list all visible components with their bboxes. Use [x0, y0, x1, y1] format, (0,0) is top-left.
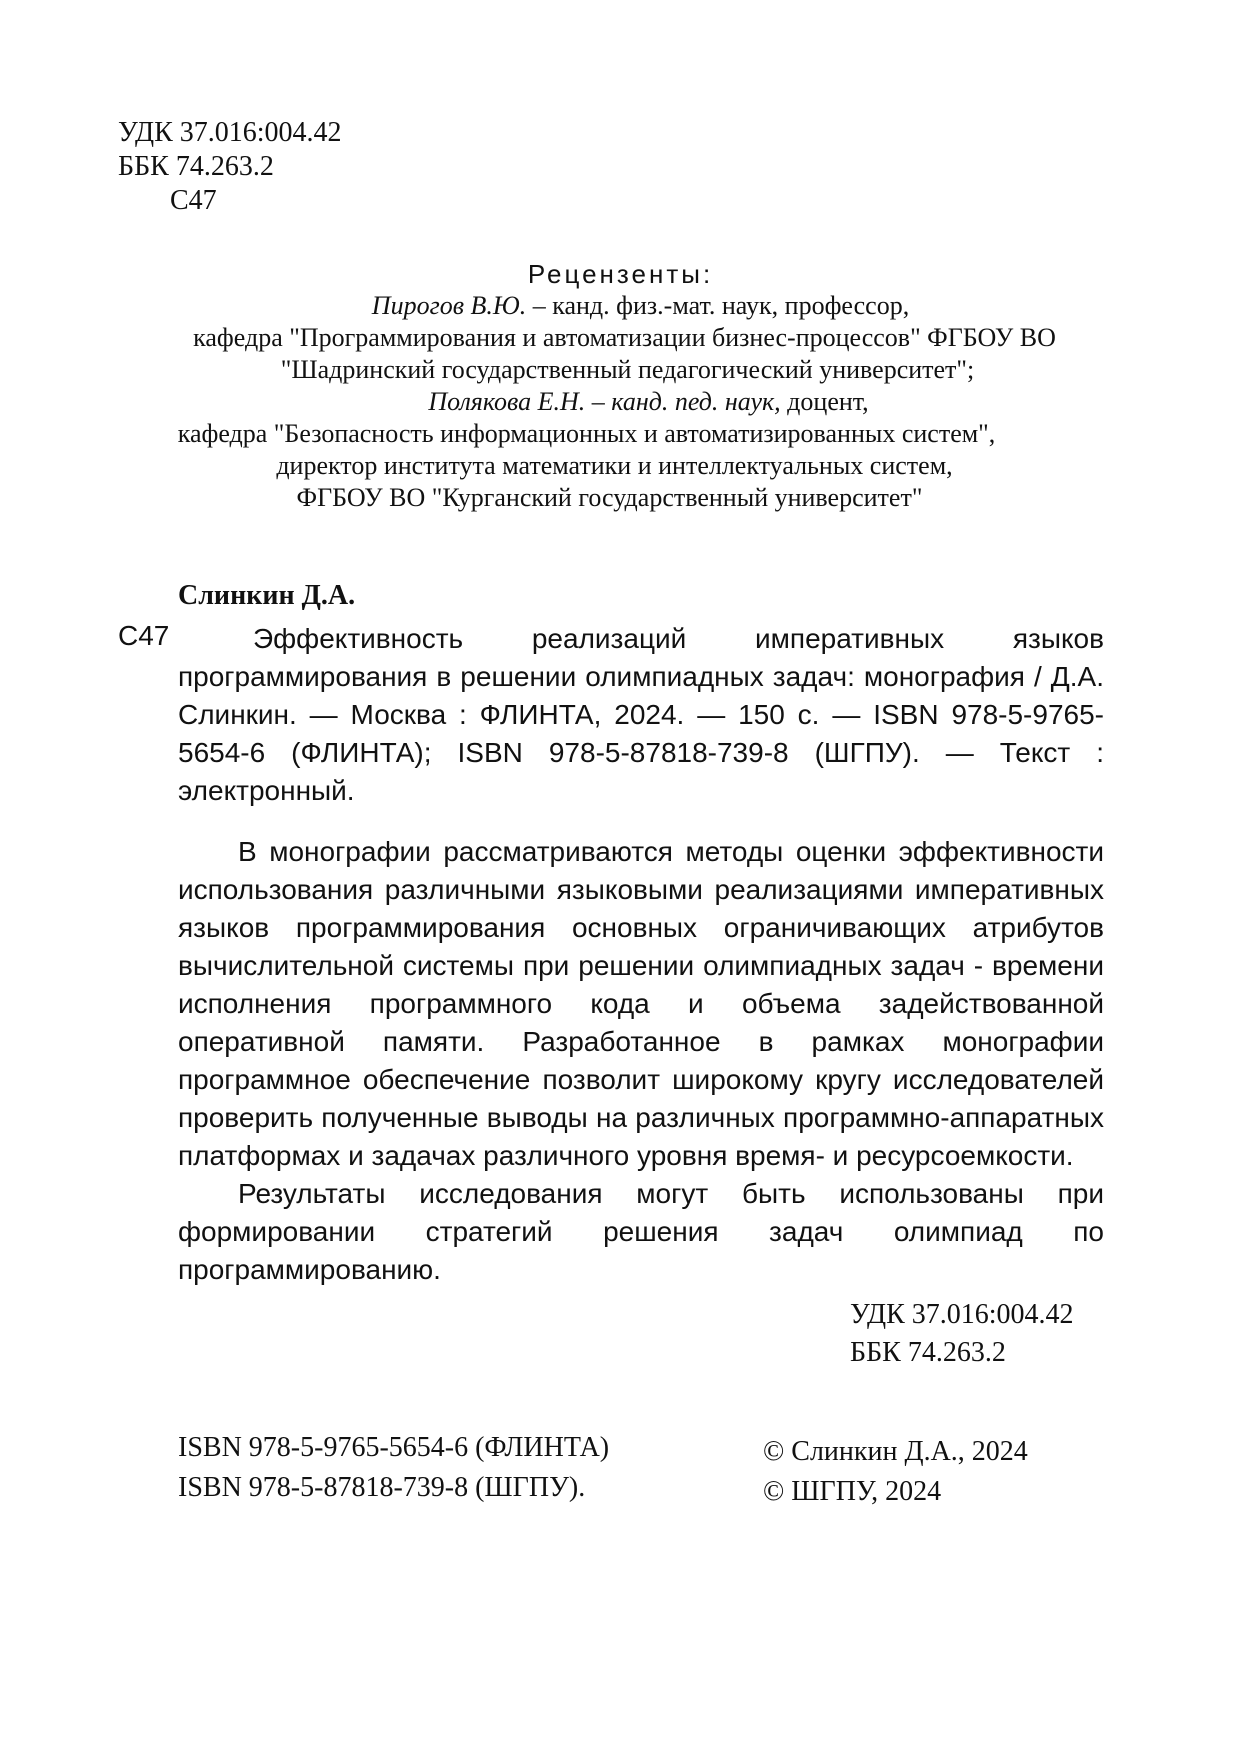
reviewer-1-title: – канд. физ.-мат. наук, профессор,	[526, 291, 910, 320]
classification-block	[118, 116, 342, 218]
description-text: программирования в решении олимпиадных задач: монография / Д.А. Слинкин. — Москва : ФЛИНТА, 2024. — 150 с. — ISBN 978-5-9765-5654-6 (ФЛИНТА); ISBN 978-5-87818-739-8 (ШГПУ). — Текст : электронный.	[178, 661, 1104, 806]
reviewers-block	[0, 258, 1241, 514]
copyright-block	[763, 1432, 1028, 1512]
reviewer-2-rank: доцент,	[780, 387, 869, 416]
reviewers-heading: Рецензенты:	[527, 259, 714, 289]
reviewer-1-name: Пирогов В.Ю.	[371, 291, 527, 320]
title-line	[178, 620, 1104, 658]
title-word: Эффективность	[253, 623, 464, 654]
reviewer-2	[0, 386, 1241, 418]
isbn-block	[178, 1428, 609, 1508]
reviewer-1	[0, 290, 1241, 322]
isbn-flinta: ISBN 978-5-9765-5654-6 (ФЛИНТА)	[178, 1432, 610, 1463]
footer-bbk: ББК 74.263.2	[850, 1337, 1006, 1368]
author-name: Слинкин Д.А.	[178, 580, 356, 611]
copyright-university: © ШГПУ, 2024	[763, 1476, 942, 1507]
bibliographic-description	[178, 620, 1104, 810]
bbk-code: ББК 74.263.2	[118, 151, 274, 182]
abstract	[178, 833, 1104, 1289]
title-word: реализаций	[531, 623, 687, 654]
title-word: императивных	[755, 623, 945, 654]
reviewer-2-university: ФГБОУ ВО "Курганский государственный университет"	[296, 483, 923, 512]
copyright-author: © Слинкин Д.А., 2024	[763, 1436, 1028, 1467]
footer-classification	[850, 1296, 1074, 1372]
reviewer-2-position: директор института математики и интеллектуальных систем,	[276, 451, 953, 480]
footer-udk: УДК 37.016:004.42	[850, 1299, 1074, 1330]
author-mark: С47	[170, 185, 217, 216]
reviewer-1-department: кафедра "Программирования и автоматизации бизнес-процессов" ФГБОУ ВО	[193, 323, 1056, 352]
reviewer-2-name: Полякова Е.Н. – канд. пед. наук,	[428, 387, 781, 416]
title-word: языков	[1012, 623, 1104, 654]
abstract-paragraph: В монографии рассматриваются методы оценки эффективности использования различными языковыми реализациями императивных языков программирования основных ограничивающих атрибутов вычислительной системы при решении олимпиадных задач - времени исполнения программного кода и объема задействованной оперативной памяти. Разработанное в рамках монографии программное обеспечение позволит широкому кругу исследователей проверить полученные выводы на различных программно-аппаратных платформах и задачах различного уровня время- и ресурсоемкости.	[178, 836, 1104, 1171]
udk-code: УДК 37.016:004.42	[118, 117, 342, 148]
catalog-code: С47	[118, 620, 170, 651]
reviewer-1-university: "Шадринский государственный педагогический университет";	[280, 355, 975, 384]
reviewer-2-department: кафедра "Безопасность информационных и автоматизированных систем",	[177, 419, 996, 448]
isbn-shgpu: ISBN 978-5-87818-739-8 (ШГПУ).	[178, 1472, 586, 1503]
abstract-paragraph: Результаты исследования могут быть использованы при формировании стратегий решения задач олимпиад по программированию.	[178, 1178, 1104, 1285]
